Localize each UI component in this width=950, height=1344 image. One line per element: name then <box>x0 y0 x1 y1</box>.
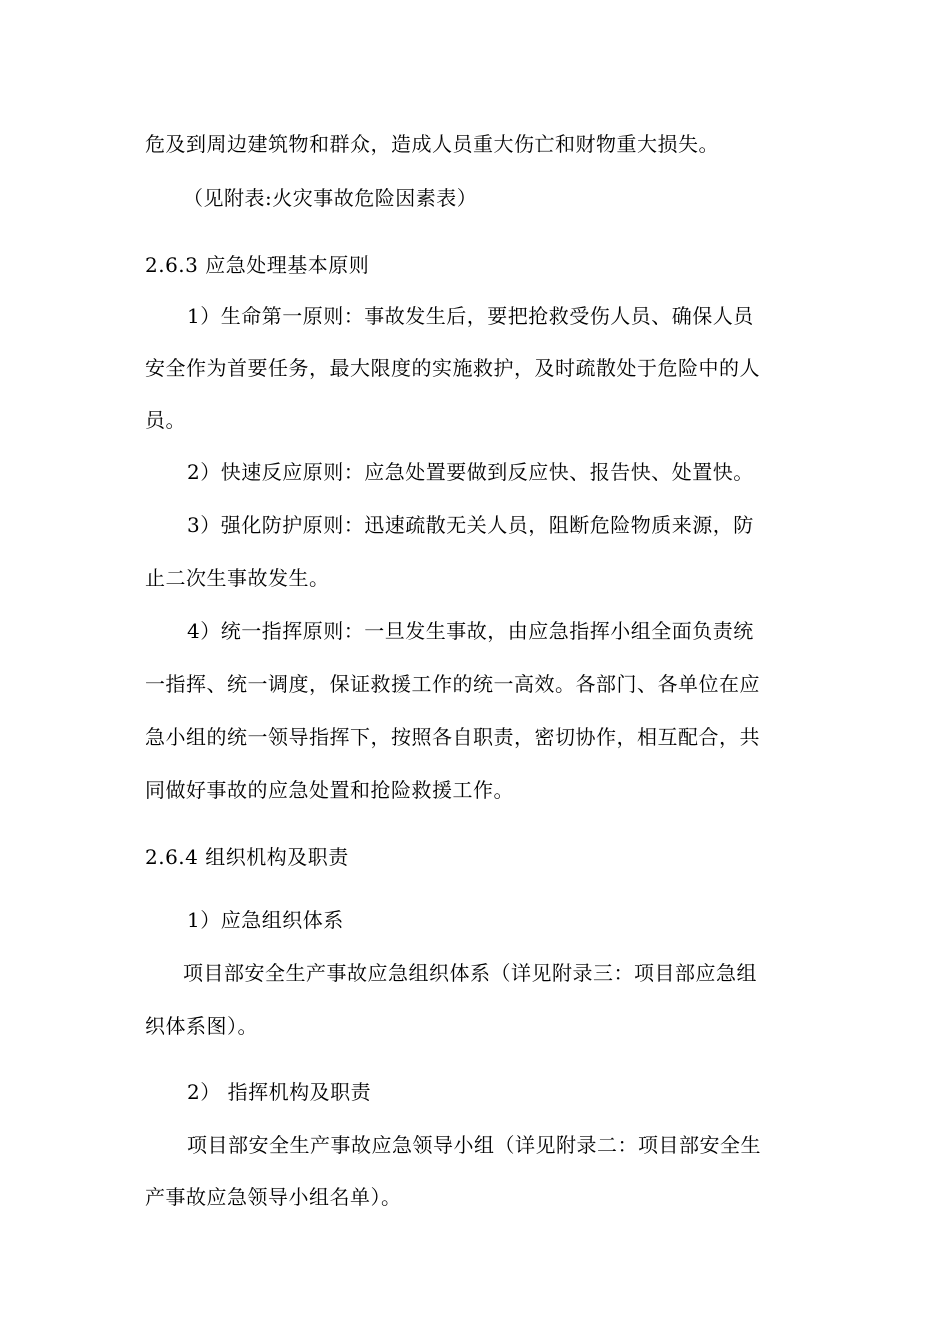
paragraph-line: 4）统一指挥原则：一旦发生事故，由应急指挥小组全面负责统 <box>187 619 754 643</box>
paragraph-line: 急小组的统一领导指挥下，按照各自职责，密切协作，相互配合，共 <box>145 725 760 749</box>
paragraph-line: 产事故应急领导小组名单）。 <box>145 1185 402 1209</box>
paragraph-line: 危及到周边建筑物和群众，造成人员重大伤亡和财物重大损失。 <box>145 132 719 156</box>
subsection-heading: 1）应急组织体系 <box>187 908 344 932</box>
paragraph-line: 安全作为首要任务，最大限度的实施救护，及时疏散处于危险中的人 <box>145 356 760 380</box>
paragraph-line: 一指挥、统一调度，保证救援工作的统一高效。各部门、各单位在应 <box>145 672 760 696</box>
paragraph-line: 同做好事故的应急处置和抢险救援工作。 <box>145 778 514 802</box>
paragraph-line: 2）快速反应原则：应急处置要做到反应快、报告快、处置快。 <box>187 460 754 484</box>
paragraph-line: 项目部安全生产事故应急领导小组（详见附录二：项目部安全生 <box>187 1133 761 1157</box>
paragraph-line: 3）强化防护原则：迅速疏散无关人员，阻断危险物质来源，防 <box>187 513 754 537</box>
paragraph-line: 止二次生事故发生。 <box>145 566 330 590</box>
paragraph-line: 员。 <box>145 408 186 432</box>
section-heading: 2.6.4 组织机构及职责 <box>145 845 349 869</box>
paragraph-line: 织体系图）。 <box>145 1014 258 1038</box>
subsection-heading: 2） 指挥机构及职责 <box>187 1080 372 1104</box>
section-heading: 2.6.3 应急处理基本原则 <box>145 253 370 277</box>
paragraph-line: 1）生命第一原则：事故发生后，要把抢救受伤人员、确保人员 <box>187 304 754 328</box>
paragraph-line: 项目部安全生产事故应急组织体系（详见附录三：项目部应急组 <box>183 961 757 985</box>
paragraph-line: （见附表:火灾事故危险因素表） <box>183 186 478 210</box>
